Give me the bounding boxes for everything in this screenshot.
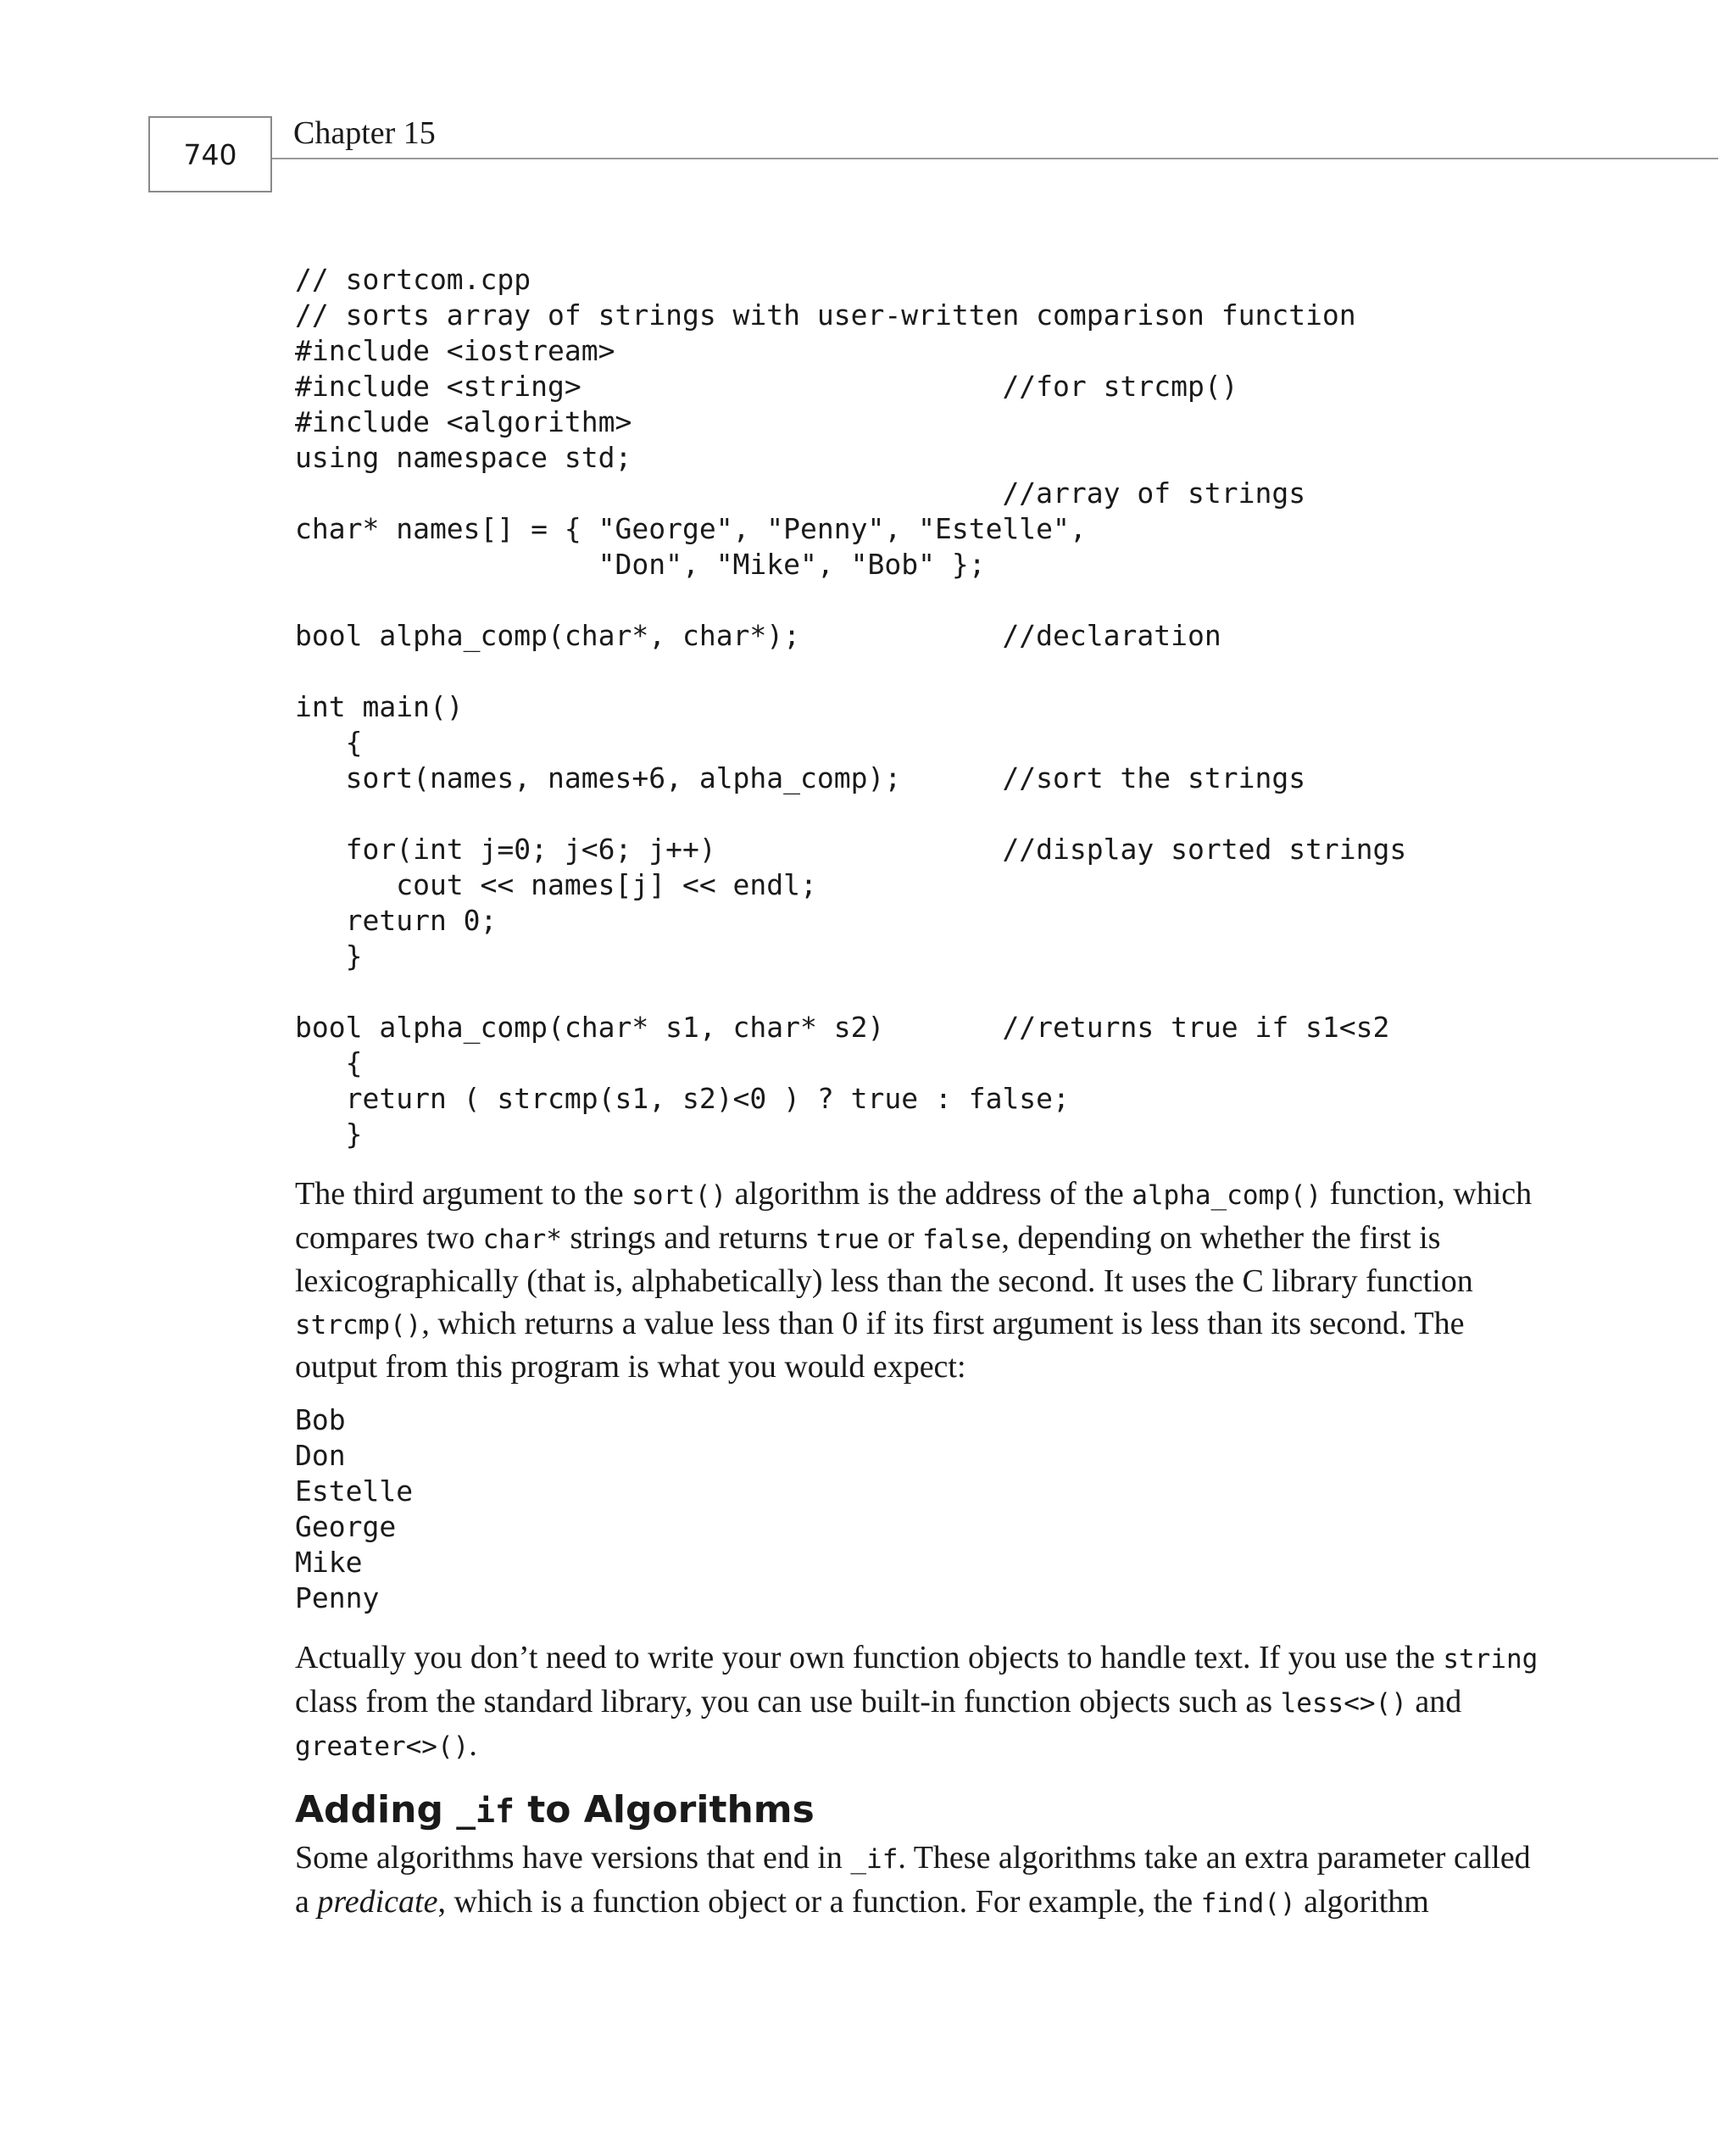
body-paragraph: Some algorithms have versions that end in _if. These algorithms take an extra parameter called a predicate, which is a function object or a function. For example, the find() algorithm (295, 1840, 1531, 1920)
inline-code: sort() (632, 1180, 727, 1211)
inline-code: true (815, 1223, 880, 1255)
program-output: Bob Don Estelle George Mike Penny (295, 1403, 414, 1614)
code-listing: // sortcom.cpp // sorts array of strings with user-written comparison function #include <iostream> #include <string> //for strcmp() #include <algorithm> using namespace std; //array of strings char* names[] = { "George", "Penny", "Estelle", "Don", "Mike", "Bob" }; bool alpha_comp(char*, char*); //declaration int main() { sort(names, names+6, alpha_comp); //sort the strings for(int j=0; j<6; j++) //display sorted strings cout << names[j] << endl; return 0; } bool alpha_comp(char* s1, char* s2) //returns true if s1<s2 { return ( strcmp(s1, s2)<0 ) ? true : false; } (295, 263, 1407, 1151)
body-paragraph: Actually you don’t need to write your own function objects to handle text. If you use the string class from the standard library, you can use built-in function objects such as less<>() and greater<>(). (295, 1640, 1538, 1763)
inline-code: _if (456, 1792, 515, 1830)
inline-code: false (921, 1223, 1002, 1255)
inline-code: _if (850, 1844, 899, 1875)
inline-code: string (1443, 1644, 1538, 1675)
header-rule (272, 158, 1718, 159)
inline-code: strcmp() (295, 1309, 422, 1341)
body-paragraph: The third argument to the sort() algorithm is the address of the alpha_comp() function, which compares two char* strings and returns true or false, depending on whether the first is lexicographically (that is, alphabetically) less than the second. It uses the C library function strcmp(), which returns a value less than 0 if its first argument is less than its second. The output from this program is what you would expect: (295, 1176, 1533, 1385)
inline-code: find() (1200, 1887, 1296, 1919)
emphasis-term: predicate (317, 1883, 438, 1920)
inline-code: less<>() (1280, 1687, 1407, 1719)
running-head: Chapter 15 (293, 115, 436, 151)
inline-code: char* (482, 1223, 562, 1255)
inline-code: greater<>() (295, 1731, 470, 1762)
page-number: 740 (148, 116, 272, 192)
inline-code: alpha_comp() (1132, 1180, 1322, 1211)
section-heading: Adding _if to Algorithms (295, 1788, 815, 1831)
